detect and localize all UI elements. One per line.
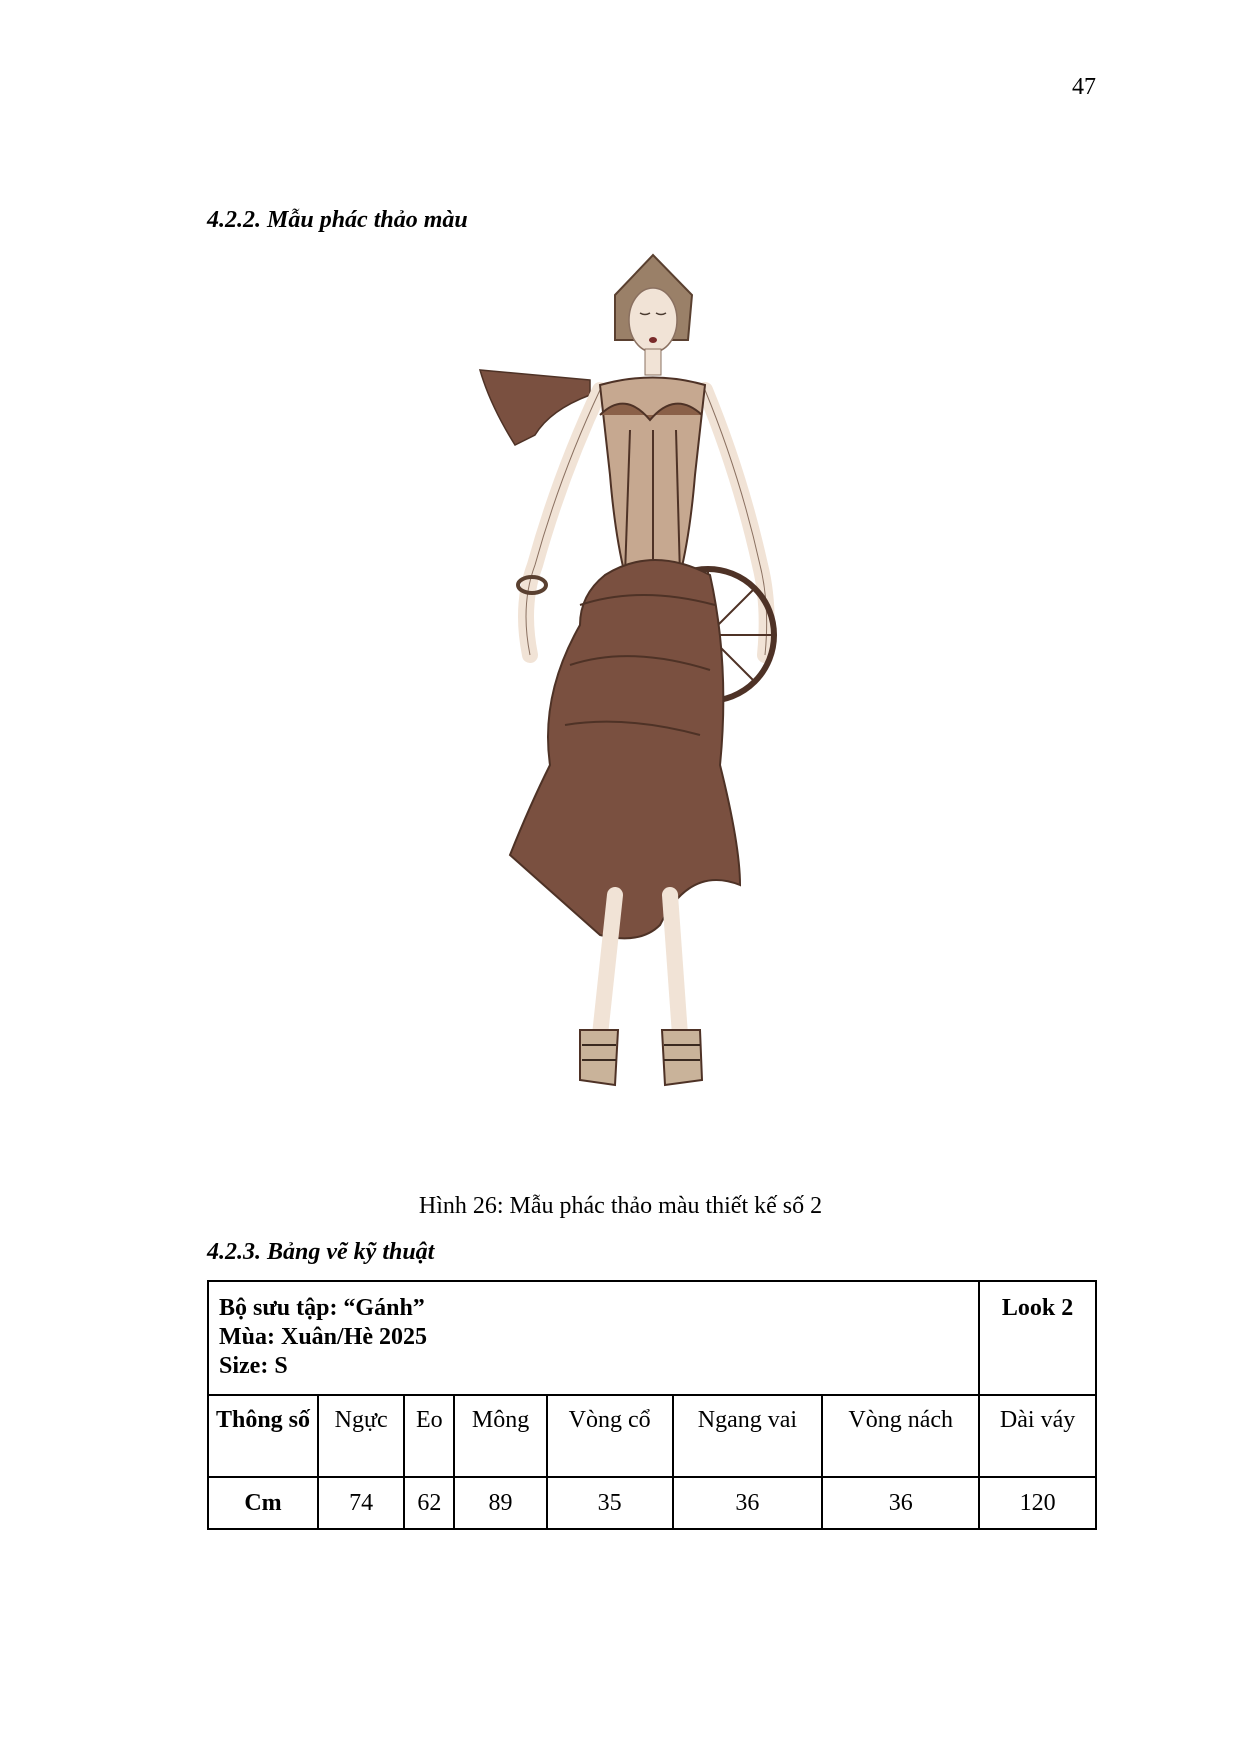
fashion-illustration — [440, 245, 880, 1175]
section-heading-color-sketch: 4.2.2. Mẫu phác thảo màu — [207, 207, 468, 233]
fashion-sketch-figure — [440, 245, 880, 1175]
header-cell: Thông số — [208, 1395, 318, 1477]
left-shoe — [580, 1030, 618, 1085]
header-cell: Dài váy — [979, 1395, 1096, 1477]
header-cell: Eo — [404, 1395, 454, 1477]
section-heading-technical-drawing: 4.2.3. Bảng vẽ kỹ thuật — [207, 1239, 435, 1265]
spec-table-meta-row — [208, 1281, 1096, 1395]
figure-caption: Hình 26: Mẫu phác thảo màu thiết kế số 2 — [418, 1193, 823, 1219]
header-cell: Vòng cổ — [547, 1395, 673, 1477]
value-cell: 36 — [822, 1477, 979, 1529]
season: Mùa: Xuân/Hè 2025 — [219, 1324, 428, 1350]
value-cell: 35 — [547, 1477, 673, 1529]
value-cell: 120 — [979, 1477, 1096, 1529]
spec-table-value-row — [208, 1477, 1096, 1529]
spec-table-header-row — [208, 1395, 1096, 1477]
page-number: 47 — [1072, 74, 1096, 100]
header-cell: Mông — [454, 1395, 546, 1477]
value-cell: 62 — [404, 1477, 454, 1529]
right-leg — [670, 895, 680, 1035]
header-cell: Ngực — [318, 1395, 404, 1477]
header-cell: Vòng nách — [822, 1395, 979, 1477]
right-shoe — [662, 1030, 702, 1085]
size: Size: S — [219, 1353, 288, 1379]
value-cell: 74 — [318, 1477, 404, 1529]
value-cell: Cm — [208, 1477, 318, 1529]
header-cell: Ngang vai — [673, 1395, 823, 1477]
draped-skirt — [510, 560, 740, 938]
collection-name: Bộ sưu tập: “Gánh” — [219, 1295, 425, 1321]
collection-info-cell — [208, 1281, 979, 1395]
spec-table — [207, 1280, 1097, 1530]
value-cell: 36 — [673, 1477, 823, 1529]
value-cell: 89 — [454, 1477, 546, 1529]
look-label: Look 2 — [979, 1281, 1096, 1395]
